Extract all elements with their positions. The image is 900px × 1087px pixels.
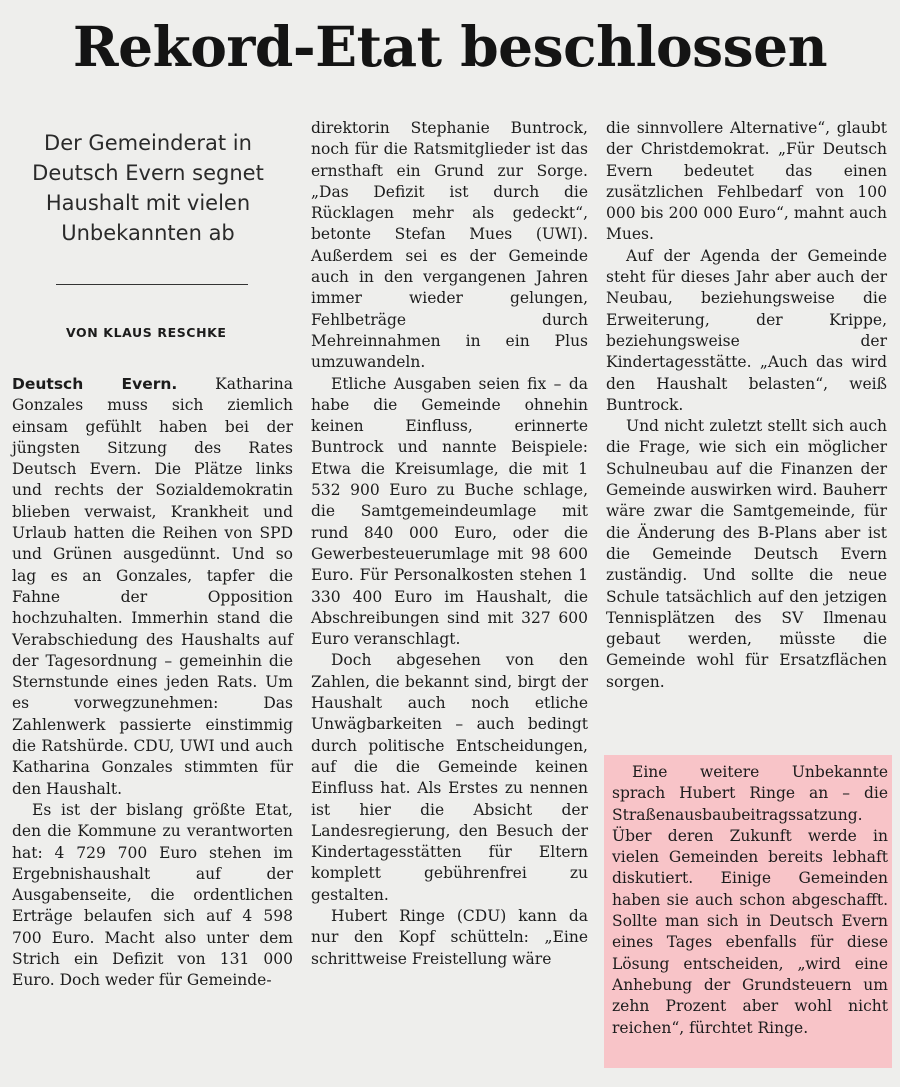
paragraph: Etliche Ausgaben seien fix – da habe die Gemeinde ohnehin keinen Einfluss, erinnerte Buntrock und nannte Beispiele: Etwa die Kreisumlage, die mit 1 532 900 Euro zu Buche schlage, die Samtgemeindeumlage mit rund 840 000 Euro, oder die Gewerbesteuerumlage mit 98 600 Euro. Für Personalkosten stehen 1 330 400 Euro im Haushalt, die Abschreibungen sind mit 327 600 Euro veranschlagt.: [311, 374, 588, 649]
article-column-2: [311, 118, 588, 970]
article-column-1: [12, 374, 293, 992]
paragraph: Katharina Gonzales muss sich ziemlich einsam gefühlt haben bei der jüngsten Sitzung des Rates Deutsch Evern. Die Plätze links und rechts der Sozialdemokratin blieben verwaist, Krankheit und Urlaub hatten die Reihen von SPD und Grünen ausgedünnt. Und so lag es an Gonzales, tapfer die Fahne der Opposition hochzuhalten. Immerhin stand die Verabschiedung des Haushalts auf der Tagesordnung – gemeinhin die Sternstunde eines jeden Rats. Um es vorwegzunehmen: Das Zahlenwerk passierte einstimmig die Ratshürde. CDU, UWI und auch Katharina Gonzales stimmten für den Haushalt.: [12, 375, 293, 798]
divider-rule: [56, 284, 248, 285]
paragraph: Doch abgesehen von den Zahlen, die bekannt sind, birgt der Haushalt auch noch etliche Unwägbarkeiten – auch bedingt durch politische Entscheidungen, auf die die Gemeinde keinen Einfluss hat. Als Erstes zu nennen ist hier die Absicht der Landesregierung, den Besuch der Kindertagesstätten für Eltern komplett gebührenfrei zu gestalten.: [311, 651, 588, 904]
article-column-3: [606, 118, 887, 693]
paragraph: die sinnvollere Alternative“, glaubt der Christdemokrat. „Für Deutsch Evern bedeutet das einen zusätzlichen Fehlbedarf von 100 000 bis 200 000 Euro“, mahnt auch Mues.: [606, 119, 887, 244]
highlighted-paragraph: Eine weitere Unbekannte sprach Hubert Ringe an – die Straßenausbaubeitragssatzung. Über deren Zukunft werde in vielen Gemeinden bereits lebhaft diskutiert. Einige Gemeinden haben sie auch schon abgeschafft. Sollte man sich in Deutsch Evern eines Tages ebenfalls für diese Lösung entscheiden, „wird eine Anhebung der Grundsteuern um zehn Prozent aber wohl nicht reichen“, fürchtet Ringe.: [612, 763, 888, 1037]
paragraph: direktorin Stephanie Buntrock, noch für die Ratsmitglieder ist das ernsthaft ein Grund zur Sorge. „Das Defizit ist durch die Rücklagen mehr als gedeckt“, betonte Stefan Mues (UWI). Außerdem sei es der Gemeinde auch in den vergangenen Jahren immer wieder gelungen, Fehlbeträge durch Mehreinnahmen in ein Plus umzuwandeln.: [311, 119, 588, 372]
dateline: Deutsch Evern.: [12, 375, 178, 393]
highlighted-paragraph-box: [612, 762, 888, 1039]
subheadline: Der Gemeinderat in Deutsch Evern segnet Haushalt mit vielen Unbekannten ab: [32, 131, 264, 245]
paragraph: Es ist der bislang größte Etat, den die Kommune zu verantworten hat: 4 729 700 Euro stehen im Ergebnishaushalt auf der Ausgabenseite, die ordentlichen Erträge belaufen sich auf 4 598 700 Euro. Macht also unter dem Strich ein Defizit von 131 000 Euro. Doch weder für Gemeinde-: [12, 800, 293, 990]
headline: Rekord-Etat beschlossen: [72, 14, 828, 79]
paragraph: Hubert Ringe (CDU) kann da nur den Kopf schütteln: „Eine schrittweise Freistellung wäre: [311, 906, 588, 968]
byline: VON KLAUS RESCHKE: [66, 325, 227, 340]
paragraph: Auf der Agenda der Gemeinde steht für dieses Jahr aber auch der Neubau, beziehungsweise die Erweiterung, der Krippe, beziehungsweise der Kindertagesstätte. „Auch das wird den Haushalt belasten“, weiß Buntrock.: [606, 246, 887, 414]
paragraph: Und nicht zuletzt stellt sich auch die Frage, wie sich ein möglicher Schulneubau auf die Finanzen der Gemeinde auswirken wird. Bauherr wäre zwar die Samtgemeinde, für die Änderung des B-Plans aber ist die Gemeinde Deutsch Evern zuständig. Und sollte die neue Schule tatsächlich auf den jetzigen Tennisplätzen des SV Ilmenau gebaut werden, müsste die Gemeinde wohl für Ersatzflächen sorgen.: [606, 417, 887, 691]
